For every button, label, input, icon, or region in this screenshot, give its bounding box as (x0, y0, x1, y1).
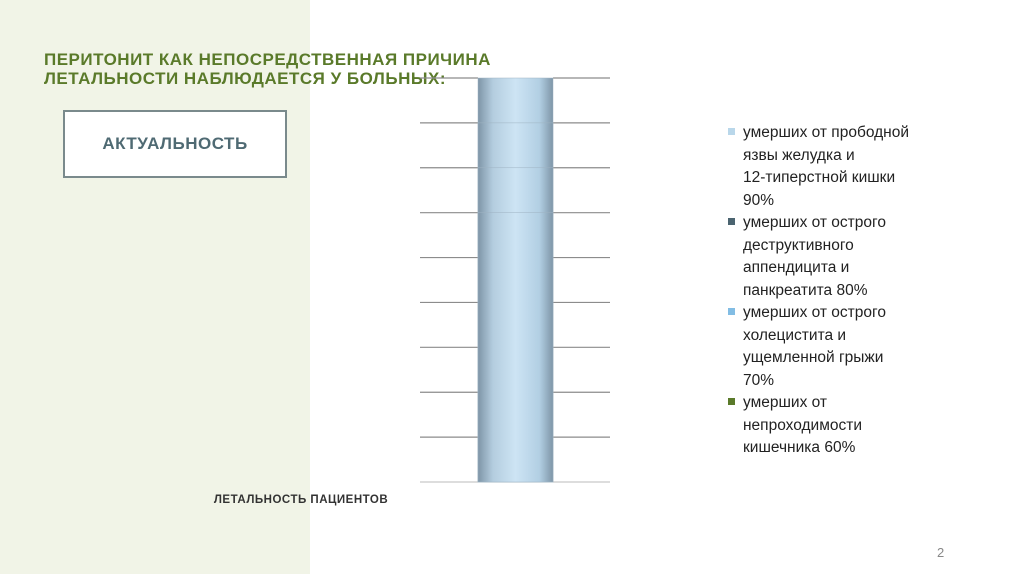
legend-item-3 (728, 302, 958, 392)
chart-bars (478, 78, 553, 482)
legend-swatch-3 (728, 308, 735, 315)
bar-series-4 (478, 213, 553, 482)
legend-swatch-4 (728, 398, 735, 405)
legend-swatch-2 (728, 218, 735, 225)
page-number: 2 (937, 545, 945, 560)
topic-badge: АКТУАЛЬНОСТЬ (63, 110, 287, 178)
chart-legend (728, 122, 958, 460)
legend-item-1 (728, 122, 958, 212)
legend-item-2 (728, 212, 958, 302)
title-line-2: ЛЕТАЛЬНОСТИ НАБЛЮДАЕТСЯ У БОЛЬНЫХ: (44, 69, 446, 88)
legend-label-2: умерших от острого деструктивного аппендицита и панкреатита 80% (743, 214, 886, 299)
legend-label-3: умерших от острого холецистита и ущемленной грыжи 70% (743, 304, 886, 389)
legend-item-4 (728, 392, 958, 460)
legend-label-1: умерших от прободной язвы желудка и 12-типерстной кишки 90% (743, 124, 909, 209)
legend-label-4: умерших от непроходимости кишечника 60% (743, 394, 862, 456)
legend-swatch-1 (728, 128, 735, 135)
x-category-label: ЛЕТАЛЬНОСТЬ ПАЦИЕНТОВ (213, 494, 389, 506)
title-line-1: ПЕРИТОНИТ КАК НЕПОСРЕДСТВЕННАЯ ПРИЧИНА (44, 50, 491, 69)
